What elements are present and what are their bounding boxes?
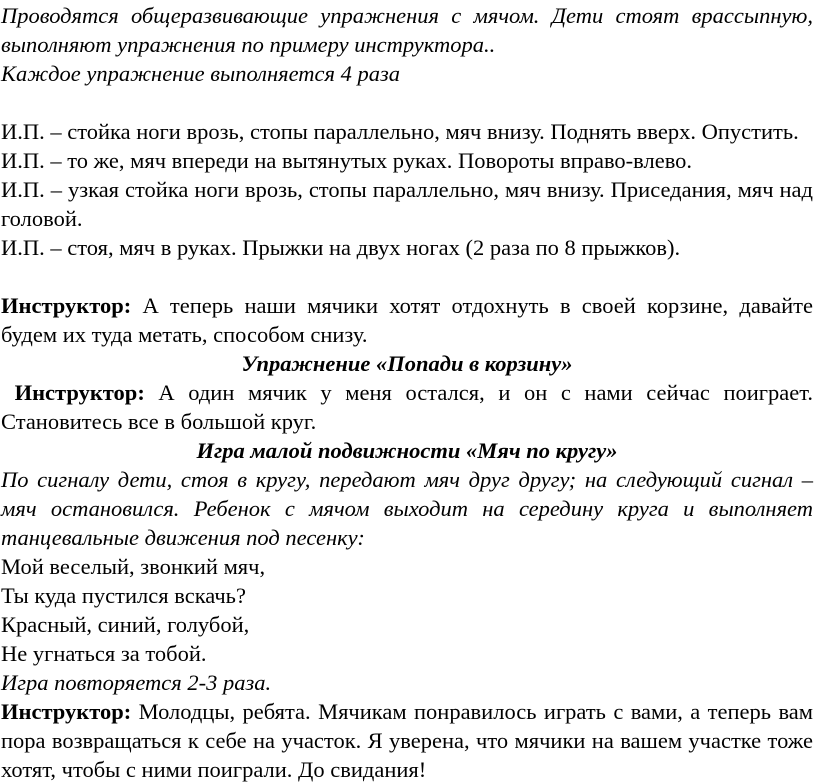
repeat-note: Игра повторяется 2-3 раза. (1, 670, 272, 695)
exercise-item-2: И.П. – то же, мяч впереди на вытянутых руках. Повороты вправо-влево. (1, 148, 693, 173)
instructor-speech-3 (1, 697, 813, 784)
song-line-2: Ты куда пустился вскачь? (1, 583, 246, 608)
speaker-label: Инструктор: (1, 293, 132, 318)
intro-paragraph: Проводятся общеразвивающие упражнения с мячом. Дети стоят врассыпную, выполняют упражнения по примеру инструктора.. (1, 3, 813, 57)
blank-line (1, 262, 813, 291)
speaker-label: Инструктор: (14, 380, 145, 405)
instructor-speech-2 (1, 378, 813, 436)
blank-line (1, 88, 813, 117)
exercise-item-4: И.П. – стоя, мяч в руках. Прыжки на двух ногах (2 раза по 8 прыжков). (1, 235, 681, 260)
section-heading-game: Игра малой подвижности «Мяч по кругу» (196, 438, 618, 463)
intro-repeat-count: Каждое упражнение выполняется 4 раза (1, 61, 400, 86)
exercise-item-1: И.П. – стойка ноги врозь, стопы параллельно, мяч внизу. Поднять вверх. Опустить. (1, 119, 799, 144)
song-line-3: Красный, синий, голубой, (1, 612, 250, 637)
game-description: По сигналу дети, стоя в кругу, передают мяч друг другу; на следующий сигнал – мяч остановился. Ребенок с мячом выходит на середину круга и выполняет танцевальные движения под песенку: (1, 467, 813, 550)
section-heading-basket: Упражнение «Попади в корзину» (241, 351, 573, 376)
speaker-label: Инструктор: (1, 699, 132, 724)
speech-text: Молодцы, ребята. Мячикам понравилось играть с вами, а теперь вам пора возвращаться к себе на участок. Я уверена, что мячики на вашем участке тоже хотят, чтобы с ними поиграли. До свидания! (1, 699, 813, 782)
speech-text: А один мячик у меня остался, и он с нами сейчас поиграет. Становитесь все в большой круг. (1, 380, 814, 434)
document-page (0, 1, 816, 781)
exercise-item-3: И.П. – узкая стойка ноги врозь, стопы параллельно, мяч внизу. Приседания, мяч над головой. (1, 177, 813, 231)
song-line-1: Мой веселый, звонкий мяч, (1, 554, 266, 579)
song-line-4: Не угнаться за тобой. (1, 641, 207, 666)
speech-text: А теперь наши мячики хотят отдохнуть в своей корзине, давайте будем их туда метать, способом снизу. (1, 293, 813, 347)
instructor-speech-1 (1, 291, 813, 349)
